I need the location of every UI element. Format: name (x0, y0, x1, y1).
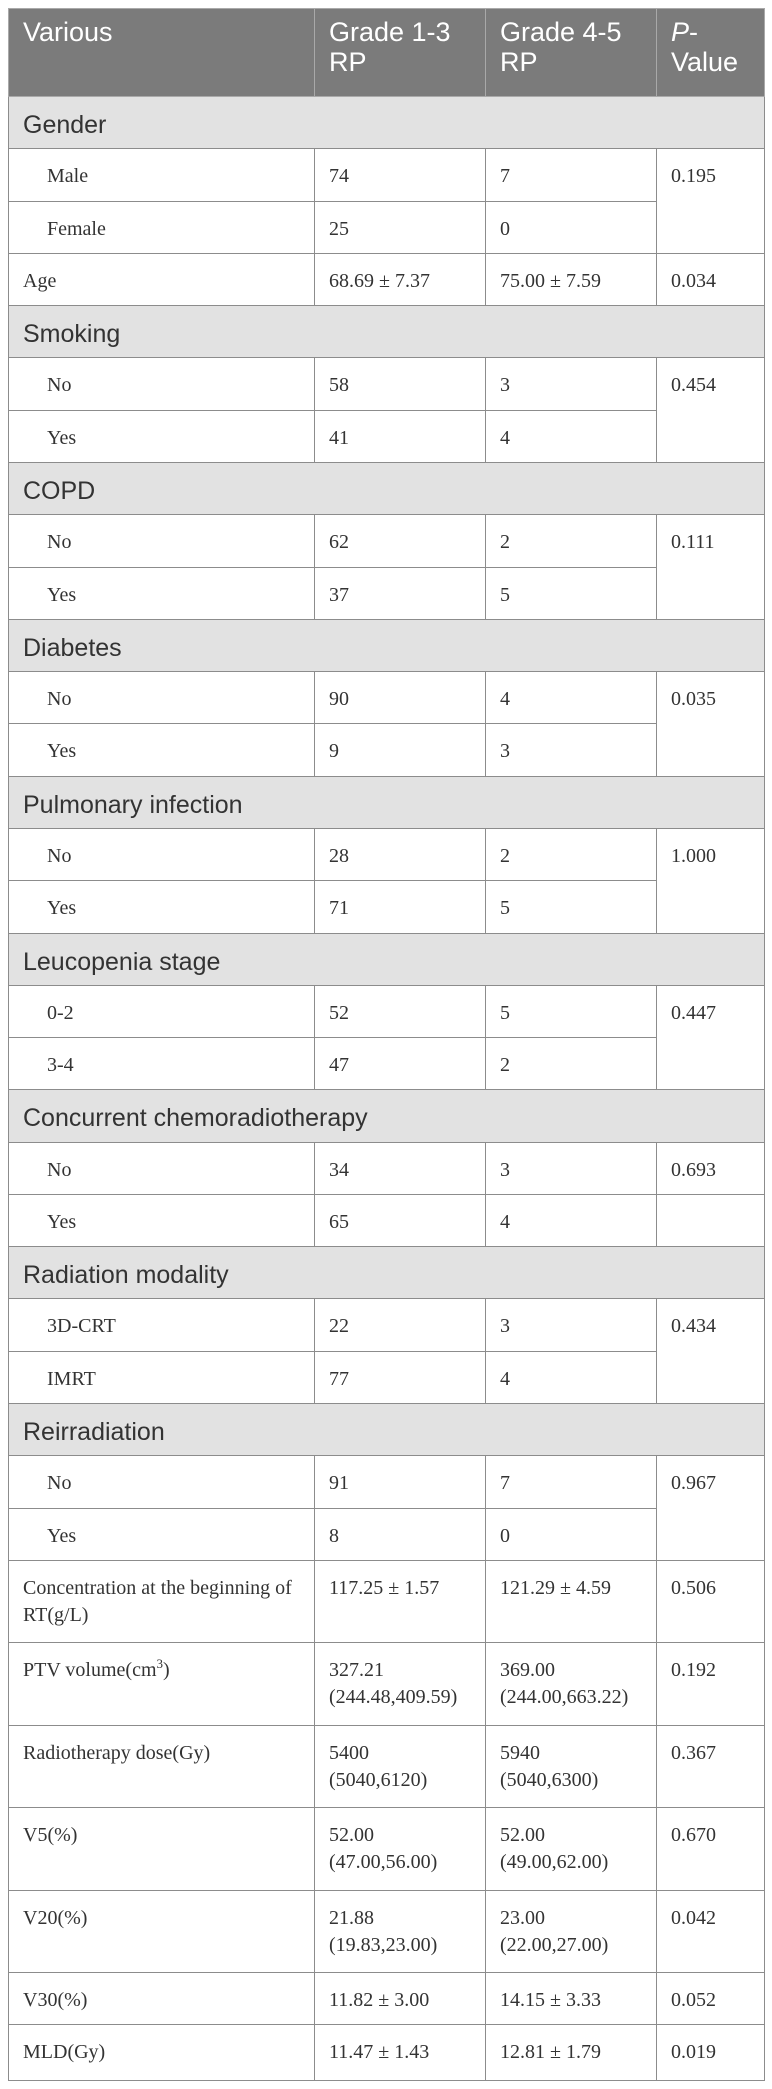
cell-grade-4-5: 5 (486, 985, 657, 1037)
row-label: Yes (9, 881, 315, 933)
table-row (9, 828, 765, 880)
cell-grade-4-5: 2 (486, 828, 657, 880)
table-row-concentration (9, 1560, 765, 1642)
table-row (9, 149, 765, 201)
cell-p-value: 0.192 (657, 1643, 765, 1725)
header-row (9, 9, 765, 97)
group-title: Diabetes (9, 619, 765, 671)
group-row-smoking (9, 306, 765, 358)
cell-grade-4-5: 3 (486, 1142, 657, 1194)
cell-p-value: 0.434 (657, 1299, 765, 1404)
cell-grade-4-5: 75.00 ± 7.59 (486, 253, 657, 305)
row-label: Female (9, 201, 315, 253)
cell-grade-4-5: 5 (486, 567, 657, 619)
row-label: Concentration at the beginning of RT(g/L) (9, 1560, 315, 1642)
row-label: Yes (9, 1194, 315, 1246)
cell-grade-1-3: 68.69 ± 7.37 (315, 253, 486, 305)
group-row-diabetes (9, 619, 765, 671)
cell-p-value: 0.506 (657, 1560, 765, 1642)
cell-grade-4-5: 14.15 ± 3.33 (486, 1973, 657, 2025)
group-title: Leucopenia stage (9, 933, 765, 985)
cell-p-value: 0.670 (657, 1808, 765, 1890)
group-row-gender (9, 97, 765, 149)
table-row (9, 201, 765, 253)
cell-grade-1-3: 21.88 (19.83,23.00) (315, 1890, 486, 1972)
cell-grade-1-3: 71 (315, 881, 486, 933)
table-row (9, 672, 765, 724)
cell-p-value: 0.019 (657, 2025, 765, 2081)
row-label: V5(%) (9, 1808, 315, 1890)
table-row-v30 (9, 1973, 765, 2025)
table-row (9, 1508, 765, 1560)
group-title: Gender (9, 97, 765, 149)
table-row (9, 1299, 765, 1351)
group-title: COPD (9, 462, 765, 514)
p-rest: -Value (671, 17, 739, 77)
table-row (9, 1456, 765, 1508)
row-label: No (9, 828, 315, 880)
cell-grade-1-3: 58 (315, 358, 486, 410)
cell-p-value: 0.034 (657, 253, 765, 305)
row-label: No (9, 1456, 315, 1508)
cell-grade-4-5: 23.00 (22.00,27.00) (486, 1890, 657, 1972)
cell-p-value: 1.000 (657, 828, 765, 933)
cell-p-value: 0.693 (657, 1142, 765, 1194)
cell-grade-1-3: 9 (315, 724, 486, 776)
cell-grade-4-5: 5 (486, 881, 657, 933)
header-p-value (657, 9, 765, 97)
cell-grade-1-3: 90 (315, 672, 486, 724)
cell-p-value: 0.367 (657, 1725, 765, 1807)
cell-p-value: 0.042 (657, 1890, 765, 1972)
group-row-leucopenia-stage (9, 933, 765, 985)
cell-grade-1-3: 62 (315, 515, 486, 567)
group-row-copd (9, 462, 765, 514)
cell-grade-4-5: 3 (486, 1299, 657, 1351)
row-label: 3-4 (9, 1038, 315, 1090)
cell-grade-1-3: 52.00 (47.00,56.00) (315, 1808, 486, 1890)
cell-grade-1-3: 11.82 ± 3.00 (315, 1973, 486, 2025)
cell-grade-1-3: 117.25 ± 1.57 (315, 1560, 486, 1642)
cell-grade-4-5: 7 (486, 1456, 657, 1508)
cell-grade-1-3: 5400 (5040,6120) (315, 1725, 486, 1807)
cell-p-value: 0.052 (657, 1973, 765, 2025)
cell-grade-4-5: 3 (486, 358, 657, 410)
row-label: 3D-CRT (9, 1299, 315, 1351)
cell-p-value: 0.454 (657, 358, 765, 463)
cell-grade-1-3: 47 (315, 1038, 486, 1090)
cell-p-value: 0.195 (657, 149, 765, 254)
cell-grade-1-3: 74 (315, 149, 486, 201)
table-row (9, 985, 765, 1037)
cell-p-value: 0.447 (657, 985, 765, 1090)
group-row-pulmonary-infection (9, 776, 765, 828)
cell-grade-4-5: 121.29 ± 4.59 (486, 1560, 657, 1642)
cell-p-value: 0.111 (657, 515, 765, 620)
cell-grade-4-5: 2 (486, 515, 657, 567)
cell-grade-4-5: 0 (486, 1508, 657, 1560)
label-superscript: 3 (156, 1656, 164, 1672)
row-label: No (9, 515, 315, 567)
cell-grade-4-5: 369.00 (244.00,663.22) (486, 1643, 657, 1725)
row-label: IMRT (9, 1351, 315, 1403)
row-label: No (9, 1142, 315, 1194)
group-title: Smoking (9, 306, 765, 358)
group-title: Reirradiation (9, 1404, 765, 1456)
cell-grade-1-3: 22 (315, 1299, 486, 1351)
table-row (9, 1142, 765, 1194)
table-row (9, 1351, 765, 1403)
row-label (9, 1643, 315, 1725)
cell-grade-1-3: 65 (315, 1194, 486, 1246)
row-label: Age (9, 253, 315, 305)
row-label: V30(%) (9, 1973, 315, 2025)
row-label: Yes (9, 567, 315, 619)
p-letter: P (671, 17, 690, 47)
cell-grade-1-3: 37 (315, 567, 486, 619)
clinical-characteristics-table (8, 8, 765, 2081)
cell-grade-4-5: 12.81 ± 1.79 (486, 2025, 657, 2081)
cell-grade-4-5: 3 (486, 724, 657, 776)
table-row (9, 724, 765, 776)
table-row-v20 (9, 1890, 765, 1972)
cell-p-value: 0.035 (657, 672, 765, 777)
table-row (9, 358, 765, 410)
group-row-reirradiation (9, 1404, 765, 1456)
cell-grade-1-3: 91 (315, 1456, 486, 1508)
group-title: Pulmonary infection (9, 776, 765, 828)
row-label: Radiotherapy dose(Gy) (9, 1725, 315, 1807)
row-label: No (9, 672, 315, 724)
cell-grade-1-3: 77 (315, 1351, 486, 1403)
header-grade-1-3: Grade 1-3 RP (315, 9, 486, 97)
cell-grade-1-3: 11.47 ± 1.43 (315, 2025, 486, 2081)
table-row (9, 881, 765, 933)
table-row-mld (9, 2025, 765, 2081)
cell-p-value (657, 1194, 765, 1246)
row-label: Male (9, 149, 315, 201)
label-end: ) (163, 1659, 170, 1682)
table-row-v5 (9, 1808, 765, 1890)
group-row-radiation-modality (9, 1247, 765, 1299)
header-various: Various (9, 9, 315, 97)
table-row-ptv-volume (9, 1643, 765, 1725)
row-label: Yes (9, 410, 315, 462)
row-label: MLD(Gy) (9, 2025, 315, 2081)
row-label: Yes (9, 724, 315, 776)
cell-grade-1-3: 25 (315, 201, 486, 253)
cell-grade-1-3: 8 (315, 1508, 486, 1560)
group-row-concurrent-chemoradiotherapy (9, 1090, 765, 1142)
table-row (9, 1194, 765, 1246)
cell-p-value: 0.967 (657, 1456, 765, 1561)
cell-grade-1-3: 41 (315, 410, 486, 462)
cell-grade-4-5: 4 (486, 672, 657, 724)
group-title: Concurrent chemoradiotherapy (9, 1090, 765, 1142)
row-label: V20(%) (9, 1890, 315, 1972)
header-grade-4-5: Grade 4-5 RP (486, 9, 657, 97)
cell-grade-4-5: 52.00 (49.00,62.00) (486, 1808, 657, 1890)
cell-grade-4-5: 4 (486, 410, 657, 462)
cell-grade-1-3: 327.21 (244.48,409.59) (315, 1643, 486, 1725)
cell-grade-4-5: 7 (486, 149, 657, 201)
table-row-radiotherapy-dose (9, 1725, 765, 1807)
row-label: 0-2 (9, 985, 315, 1037)
cell-grade-1-3: 34 (315, 1142, 486, 1194)
table-row (9, 515, 765, 567)
table-row (9, 410, 765, 462)
table-row-age (9, 253, 765, 305)
cell-grade-4-5: 4 (486, 1351, 657, 1403)
cell-grade-4-5: 4 (486, 1194, 657, 1246)
group-title: Radiation modality (9, 1247, 765, 1299)
cell-grade-1-3: 52 (315, 985, 486, 1037)
row-label: No (9, 358, 315, 410)
table-row (9, 1038, 765, 1090)
cell-grade-4-5: 5940 (5040,6300) (486, 1725, 657, 1807)
cell-grade-4-5: 0 (486, 201, 657, 253)
table-row (9, 567, 765, 619)
row-label: Yes (9, 1508, 315, 1560)
cell-grade-4-5: 2 (486, 1038, 657, 1090)
label-main: PTV volume(cm (23, 1659, 157, 1682)
cell-grade-1-3: 28 (315, 828, 486, 880)
